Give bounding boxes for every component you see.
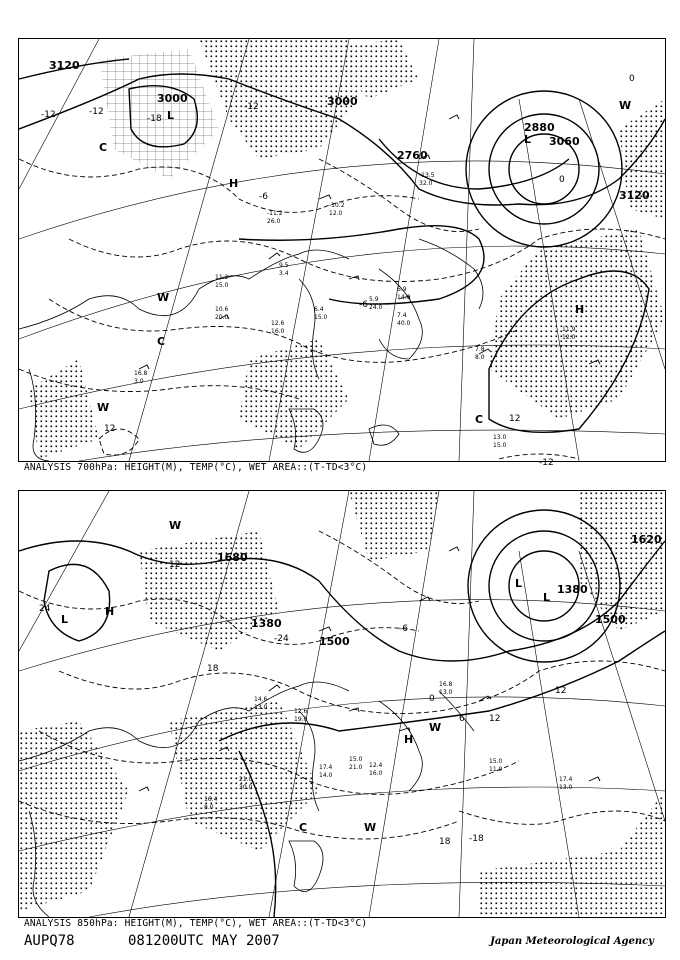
- pressure-center: L: [61, 613, 69, 626]
- map-850hpa: [18, 490, 666, 918]
- temperature-label: 12: [104, 424, 116, 434]
- height-label: 1620: [631, 533, 662, 546]
- station-value: 15.0: [349, 756, 363, 763]
- temperature-label: -18: [147, 114, 162, 124]
- temperature-label: 12: [489, 714, 501, 724]
- station-value: 32.0: [419, 180, 433, 187]
- station-value: 24.0: [369, 304, 383, 311]
- station-value: 11.0: [489, 766, 503, 773]
- pressure-center: C: [157, 335, 166, 348]
- station-value: -11.2: [267, 210, 283, 217]
- station-value: 17.4: [559, 776, 573, 783]
- pressure-center: W: [619, 99, 632, 112]
- map-850hpa-chart: [19, 491, 665, 917]
- station-value: 12.6: [271, 320, 285, 327]
- station-value: 8.0: [204, 804, 214, 811]
- station-value: 11.9: [562, 326, 576, 333]
- station-value: 13.0: [439, 689, 453, 696]
- station-value: 13.0: [559, 784, 573, 791]
- pressure-center: L: [167, 109, 175, 122]
- station-value: 7.8: [475, 346, 485, 353]
- map-850hpa-labels: [39, 519, 662, 847]
- pressure-center: H: [404, 733, 414, 746]
- height-label: 3000: [157, 92, 188, 105]
- station-value: 16.8: [439, 681, 453, 688]
- pressure-center: H: [229, 177, 239, 190]
- station-value: 15.0: [314, 314, 328, 321]
- temperature-label: -6: [359, 300, 368, 310]
- temperature-label: -6: [399, 624, 408, 634]
- pressure-center: H: [575, 303, 585, 316]
- temperature-label: -12: [41, 110, 56, 120]
- station-value: 5.9: [369, 296, 379, 303]
- station-value: 16.4: [204, 796, 218, 803]
- station-value: 20.0: [215, 314, 229, 321]
- temperature-label: -12: [89, 107, 104, 117]
- station-value: -13.5: [419, 172, 435, 179]
- station-value: 3.4: [279, 270, 289, 277]
- pressure-center: C: [99, 141, 108, 154]
- station-value: 6.9: [397, 286, 407, 293]
- station-value: 8.0: [475, 354, 485, 361]
- pressure-center: H: [105, 605, 115, 618]
- station-value: 16.0: [271, 328, 285, 335]
- station-value: 21.0: [239, 776, 253, 783]
- temperature-label: -6: [259, 192, 268, 202]
- temperature-label: -24: [274, 634, 289, 644]
- agency-name: Japan Meteorological Agency: [490, 936, 654, 947]
- station-value: 11.2: [215, 274, 229, 281]
- station-value: 12.6: [294, 708, 308, 715]
- height-label: 3000: [327, 95, 358, 108]
- height-label: 2760: [397, 149, 428, 162]
- height-label: 3120: [619, 189, 650, 202]
- pressure-center: W: [429, 721, 442, 734]
- station-value: 15.0: [215, 282, 229, 289]
- station-value: 30.0: [239, 784, 253, 791]
- station-value: 14.6: [254, 696, 268, 703]
- height-label: 2880: [524, 121, 555, 134]
- longitude-lines: [19, 491, 665, 917]
- station-value: 19.0: [294, 716, 308, 723]
- height-contours: [19, 510, 665, 917]
- station-value: 13.0: [254, 704, 268, 711]
- temperature-label: 12: [509, 414, 521, 424]
- station-value: 6.4: [314, 306, 324, 313]
- station-value: 12.0: [329, 210, 343, 217]
- temperature-label: 18: [439, 837, 451, 847]
- station-value: 16.8: [134, 370, 148, 377]
- pressure-center: C: [475, 413, 484, 426]
- station-value: 21.0: [349, 764, 363, 771]
- station-value: 13.0: [493, 434, 507, 441]
- pressure-center: W: [364, 821, 377, 834]
- height-label: 1500: [595, 613, 626, 626]
- station-value: 40.0: [397, 320, 411, 327]
- map-700hpa-caption: ANALYSIS 700hPa: HEIGHT(M), TEMP(°C), WET AREA::(T-TD<3°C): [24, 462, 368, 473]
- product-code: AUPQ78: [24, 933, 75, 949]
- pressure-center: C: [299, 821, 308, 834]
- temperature-label: 0: [559, 175, 565, 185]
- pressure-center: L: [524, 133, 532, 146]
- station-value: 14.0: [319, 772, 333, 779]
- height-label: 3120: [49, 59, 80, 72]
- station-value: 9.5: [279, 262, 289, 269]
- station-value: 3.0: [134, 378, 144, 385]
- station-value: -10.2: [329, 202, 345, 209]
- temperature-label: -12: [539, 458, 554, 468]
- station-value: 16.0: [369, 770, 383, 777]
- height-label: 1380: [251, 617, 282, 630]
- temperature-label: 24: [39, 604, 51, 614]
- temperature-label: 6: [459, 714, 465, 724]
- pressure-center: W: [157, 291, 170, 304]
- station-value: 12.0: [562, 334, 576, 341]
- station-value: 10.6: [215, 306, 229, 313]
- wet-areas: [19, 491, 665, 917]
- pressure-center: W: [97, 401, 110, 414]
- temperature-label: 18: [207, 664, 219, 674]
- map-850hpa-caption: ANALYSIS 850hPa: HEIGHT(M), TEMP(°C), WET AREA::(T-TD<3°C): [24, 918, 368, 929]
- station-value: 12.4: [369, 762, 383, 769]
- height-label: 1680: [217, 551, 248, 564]
- temperature-label: -18: [469, 834, 484, 844]
- pressure-center: L: [515, 577, 523, 590]
- temperature-label: -12: [244, 102, 259, 112]
- temperature-label: 0: [629, 74, 635, 84]
- height-label: 3060: [549, 135, 580, 148]
- station-value: 14.0: [397, 294, 411, 301]
- station-value: 15.0: [493, 442, 507, 449]
- pressure-center: W: [169, 519, 182, 532]
- temperature-label: 12: [169, 560, 181, 570]
- station-value: 7.4: [397, 312, 407, 319]
- valid-time: 081200UTC MAY 2007: [128, 933, 280, 949]
- height-label: 1380: [557, 583, 588, 596]
- temperature-label: 0: [429, 694, 435, 704]
- station-value: 26.0: [267, 218, 281, 225]
- station-value: 17.4: [319, 764, 333, 771]
- station-value: 15.0: [489, 758, 503, 765]
- pressure-center: L: [543, 591, 551, 604]
- height-label: 1500: [319, 635, 350, 648]
- temperature-label: 12: [555, 686, 567, 696]
